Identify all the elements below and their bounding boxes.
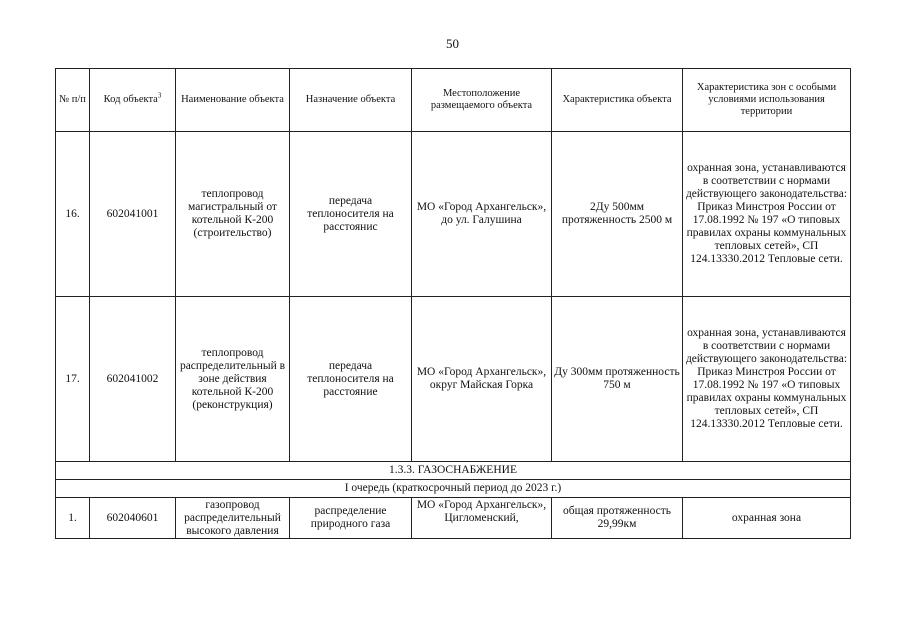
cell-code: 602041002 (90, 297, 176, 462)
cell-num: 16. (56, 132, 90, 297)
cell-num: 1. (56, 498, 90, 539)
table-row (56, 132, 851, 297)
cell-code: 602040601 (90, 498, 176, 539)
header-code: Код объекта$^3$ (90, 69, 176, 132)
cell-characteristic: 2Ду 500мм протяженность 2500 м (552, 132, 683, 297)
table-header-row (56, 69, 851, 132)
cell-num: 17. (56, 297, 90, 462)
table-row (56, 297, 851, 462)
objects-table (55, 68, 851, 539)
cell-zones: охранная зона, устанавливаются в соответствии с нормами действующего законодательства: Приказ Минстроя России от 17.08.1992 № 197 «О типовых правилах охраны коммунальных тепловых сетей», СП 124.13330.2012 Тепловые сети. (683, 297, 851, 462)
section-row (56, 462, 851, 480)
header-code-footnote: 3 (157, 91, 162, 100)
subsection-row (56, 480, 851, 498)
cell-name-text: газопровод распределительный высокого давления (184, 498, 281, 537)
cell-location-text: МО «Город Архангельск», Цигломенский, (416, 498, 547, 524)
page-number: 50 (446, 36, 459, 51)
cell-zones: охранная зона, устанавливаются в соответствии с нормами действующего законодательства: Приказ Минстроя России от 17.08.1992 № 197 «О типовых правилах охраны коммунальных тепловых сетей», СП 124.13330.2012 Тепловые сети. (683, 132, 851, 297)
cell-characteristic: общая протяженность 29,99км (552, 498, 683, 539)
cell-name: теплопровод магистральный от котельной К-200 (строительство) (176, 132, 290, 297)
cell-location: МО «Город Архангельск», округ Майская Горка (412, 297, 552, 462)
subsection-title: I очередь (краткосрочный период до 2023 г.) (56, 480, 851, 498)
header-characteristic: Характеристика объекта (552, 69, 683, 132)
cell-name: теплопровод распределительный в зоне действия котельной К-200 (реконструкция) (176, 297, 290, 462)
header-zones: Характеристика зон с особыми условиями использования территории (683, 69, 851, 132)
cell-purpose: передача теплоносителя на расстояние (290, 297, 412, 462)
cell-zones: охранная зона (683, 498, 851, 539)
header-purpose: Назначение объекта (290, 69, 412, 132)
table-row (56, 498, 851, 539)
cell-location: МО «Город Архангельск», до ул. Галушина (412, 132, 552, 297)
cell-purpose: распределение природного газа (290, 498, 412, 539)
header-name: Наименование объекта (176, 69, 290, 132)
cell-code: 602041001 (90, 132, 176, 297)
header-num: № п/п (56, 69, 90, 132)
cell-name (176, 498, 290, 539)
cell-purpose: передача теплоносителя на расстоянис (290, 132, 412, 297)
header-location: Местоположение размещаемого объекта (412, 69, 552, 132)
cell-location (412, 498, 552, 539)
section-title: 1.3.3. ГАЗОСНАБЖЕНИЕ (56, 462, 851, 480)
cell-characteristic: Ду 300мм протяженность 750 м (552, 297, 683, 462)
